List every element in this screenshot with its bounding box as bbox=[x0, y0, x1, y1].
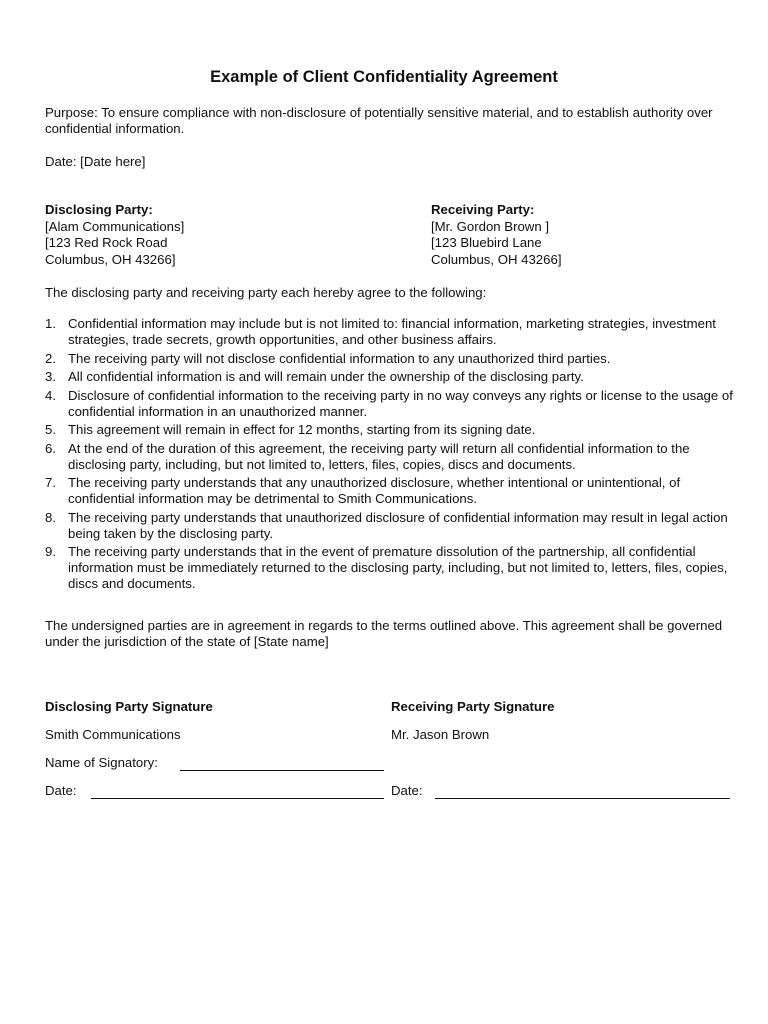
closing-paragraph: The undersigned parties are in agreement in regards to the terms outlined above. This agreement shall be governed under the jurisdiction of the state of [State name] bbox=[45, 618, 723, 649]
name-of-signatory-label: Name of Signatory: bbox=[45, 755, 158, 770]
list-item bbox=[45, 475, 735, 507]
term-number: 7. bbox=[45, 475, 56, 490]
list-item bbox=[45, 369, 735, 385]
purpose-paragraph: Purpose: To ensure compliance with non-disclosure of potentially sensitive material, and to establish authority over confidential information. bbox=[45, 105, 713, 136]
term-number: 3. bbox=[45, 369, 56, 384]
disclosing-party-heading: Disclosing Party: bbox=[45, 202, 153, 217]
term-number: 8. bbox=[45, 509, 56, 525]
receiving-party-name: [Mr. Gordon Brown ] bbox=[431, 218, 549, 234]
term-text: The receiving party understands that unauthorized disclosure of confidential information may result in legal action being taken by the disclosing party. bbox=[68, 509, 728, 541]
receiving-party-heading: Receiving Party: bbox=[431, 202, 535, 217]
term-text: At the end of the duration of this agreement, the receiving party will return all confidential information to the disclosing party, including, but not limited to, letters, files, copies, discs and documents. bbox=[68, 440, 690, 472]
term-text: All confidential information is and will remain under the ownership of the disclosing party. bbox=[68, 369, 584, 384]
receiving-party-city: Columbus, OH 43266] bbox=[431, 251, 562, 267]
receiving-party-street: [123 Bluebird Lane bbox=[431, 235, 542, 250]
receiving-party-block bbox=[431, 202, 561, 268]
name-of-signatory-line[interactable] bbox=[180, 770, 384, 771]
receiving-date-label: Date: bbox=[391, 783, 423, 798]
disclosing-signature-heading: Disclosing Party Signature bbox=[45, 699, 213, 714]
disclosing-party-block bbox=[45, 202, 184, 268]
disclosing-company: Smith Communications bbox=[45, 727, 181, 742]
term-text: Disclosure of confidential information to the receiving party in no way conveys any rights or license to the usage of confidential information in an unauthorized manner. bbox=[68, 387, 733, 419]
date-line: Date: [Date here] bbox=[45, 154, 146, 169]
term-number: 2. bbox=[45, 350, 56, 366]
list-item bbox=[45, 422, 735, 438]
list-item bbox=[45, 510, 735, 542]
intro-paragraph: The disclosing party and receiving party each hereby agree to the following: bbox=[45, 285, 487, 300]
terms-list bbox=[45, 316, 735, 595]
term-text: The receiving party will not disclose confidential information to any unauthorized third parties. bbox=[68, 350, 611, 366]
disclosing-party-city: Columbus, OH 43266] bbox=[45, 251, 176, 267]
term-text: This agreement will remain in effect for 12 months, starting from its signing date. bbox=[68, 422, 536, 437]
document-title: Example of Client Confidentiality Agreement bbox=[210, 68, 558, 86]
term-number: 1. bbox=[45, 316, 56, 331]
list-item bbox=[45, 388, 735, 420]
list-item bbox=[45, 351, 735, 367]
disclosing-date-line[interactable] bbox=[91, 798, 384, 799]
list-item bbox=[45, 441, 735, 473]
term-text: The receiving party understands that in the event of premature dissolution of the partnership, all confidential information must be immediately returned to the disclosing party, including, but not limited to, letters, files, copies, discs and documents. bbox=[68, 544, 728, 591]
list-item bbox=[45, 316, 735, 348]
list-item bbox=[45, 544, 735, 592]
disclosing-party-name: [Alam Communications] bbox=[45, 218, 185, 234]
term-number: 4. bbox=[45, 387, 56, 403]
disclosing-date-label: Date: bbox=[45, 783, 77, 798]
receiving-date-line[interactable] bbox=[435, 798, 730, 799]
term-text: Confidential information may include but is not limited to: financial information, marketing strategies, investment strategies, trade secrets, growth opportunities, and other business affairs. bbox=[68, 316, 716, 347]
receiving-signature-heading: Receiving Party Signature bbox=[391, 699, 555, 714]
term-number: 5. bbox=[45, 422, 56, 437]
receiving-name: Mr. Jason Brown bbox=[391, 727, 490, 742]
term-number: 9. bbox=[45, 544, 56, 559]
term-text: The receiving party understands that any unauthorized disclosure, whether intentional or unintentional, of confidential information may be detrimental to Smith Communications. bbox=[68, 475, 681, 506]
disclosing-party-street: [123 Red Rock Road bbox=[45, 235, 168, 250]
term-number: 6. bbox=[45, 440, 56, 456]
